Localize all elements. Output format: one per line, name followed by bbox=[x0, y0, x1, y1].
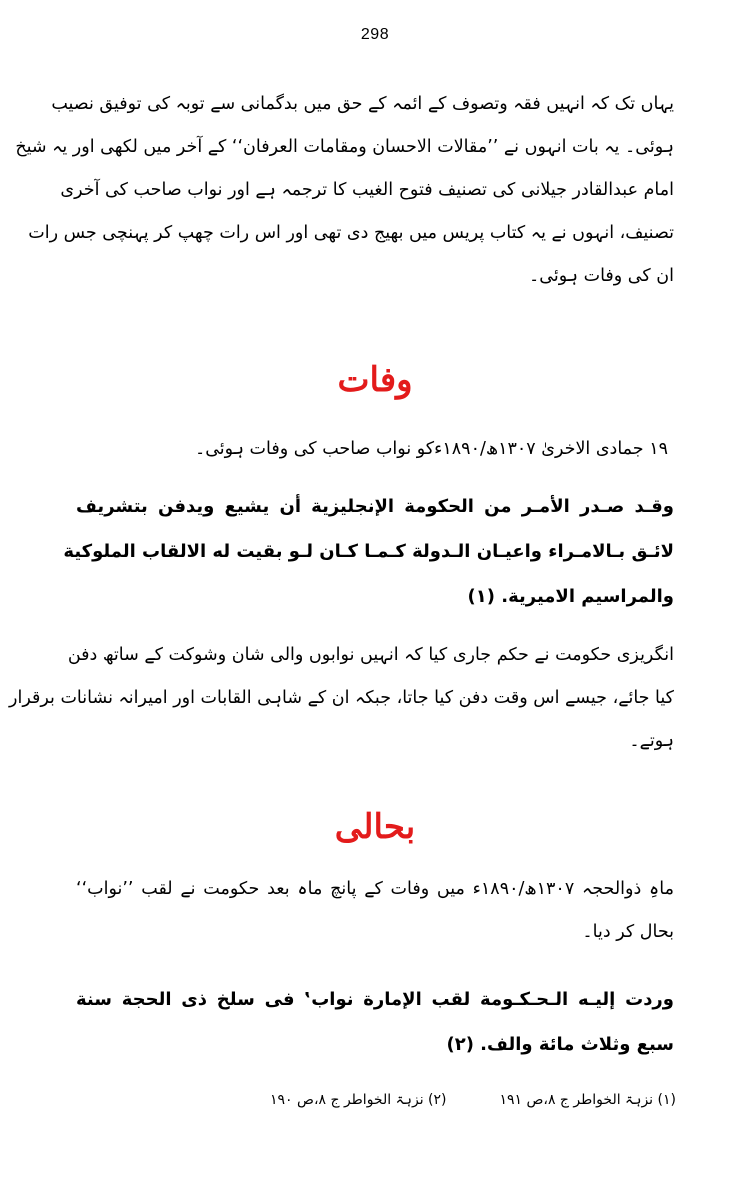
arabic-quote-title bbox=[76, 977, 674, 1067]
text-line: ہوئی۔ یہ بات انہوں نے ’’مقالات الاحسان ومقامات العرفان‘‘ کے آخر میں لکھی اور یہ شیخ bbox=[15, 137, 674, 157]
text-line: تصنیف، انہوں نے یہ کتاب پریس میں بھیج دی تھی اور اس رات چھپ کر پہنچی جس رات bbox=[28, 223, 674, 243]
text-line: ماہِ ذوالحجہ ۱۳۰۷ھ/۱۸۹۰ء میں وفات کے پانچ ماہ بعد حکومت نے لقب ’’نواب‘‘ bbox=[76, 879, 674, 899]
text-line: والمراسيم الاميرية. (۱) bbox=[467, 586, 674, 607]
page-number: 298 bbox=[360, 26, 390, 43]
text-line: امام عبدالقادر جیلانی کی تصنیف فتوح الغیب کا ترجمہ ہے اور نواب صاحب کی آخری bbox=[60, 180, 674, 200]
footnotes bbox=[270, 1092, 676, 1108]
section-heading-bahali: بحالی bbox=[334, 807, 416, 847]
text-line: وقـد صـدر الأمـر من الحكومة الإنجليزية أن يشيع ويدفن بتشريف bbox=[76, 496, 674, 517]
footnote-1: (۱) نزہۃ الخواطر ج ۸،ص ۱۹۱ bbox=[499, 1092, 676, 1108]
paragraph-wafat-date bbox=[76, 428, 674, 471]
text-line: یہاں تک کہ انہیں فقہ وتصوف کے ائمہ کے حق میں بدگمانی سے توبہ کی توفیق نصیب bbox=[51, 94, 674, 114]
section-heading-wafat: وفات bbox=[337, 360, 413, 400]
arabic-quote-burial bbox=[63, 484, 674, 619]
text-line: کیا جائے، جیسے اس وقت دفن کیا جاتا، جبکہ ان کے شاہی القابات اور امیرانہ نشانات برقرار bbox=[9, 688, 674, 708]
text-line: ان کی وفات ہوئی۔ bbox=[529, 266, 674, 286]
text-line: لائـق بـالامـراء واعيـان الـدولة كـمـا كـان لـو بقيت له الالقاب الملوكية bbox=[63, 541, 674, 562]
text-line: وردت إليـه الـحـكـومة لقب الإمارة نواب‛ فی سلخ ذی الحجة سنة bbox=[76, 989, 674, 1010]
paragraph-tawba bbox=[15, 83, 674, 298]
text-line: ۱۹ جمادی الاخریٰ ۱۳۰۷ھ/۱۸۹۰ءکو نواب صاحب کی وفات ہوئی۔ bbox=[194, 439, 668, 459]
text-line: بحال کر دیا۔ bbox=[582, 922, 674, 942]
footnote-2: (۲) نزہۃ الخواطر ج ۸،ص ۱۹۰ bbox=[270, 1092, 447, 1108]
text-line: سبع وثلاث مائة والف. (۲) bbox=[446, 1034, 674, 1055]
paragraph-title-restored bbox=[76, 868, 674, 954]
text-line: انگریزی حکومت نے حکم جاری کیا کہ انہیں نوابوں والی شان وشوکت کے ساتھ دفن bbox=[67, 645, 674, 665]
text-line: ہوتے۔ bbox=[629, 731, 674, 751]
paragraph-burial-translation bbox=[9, 634, 674, 763]
